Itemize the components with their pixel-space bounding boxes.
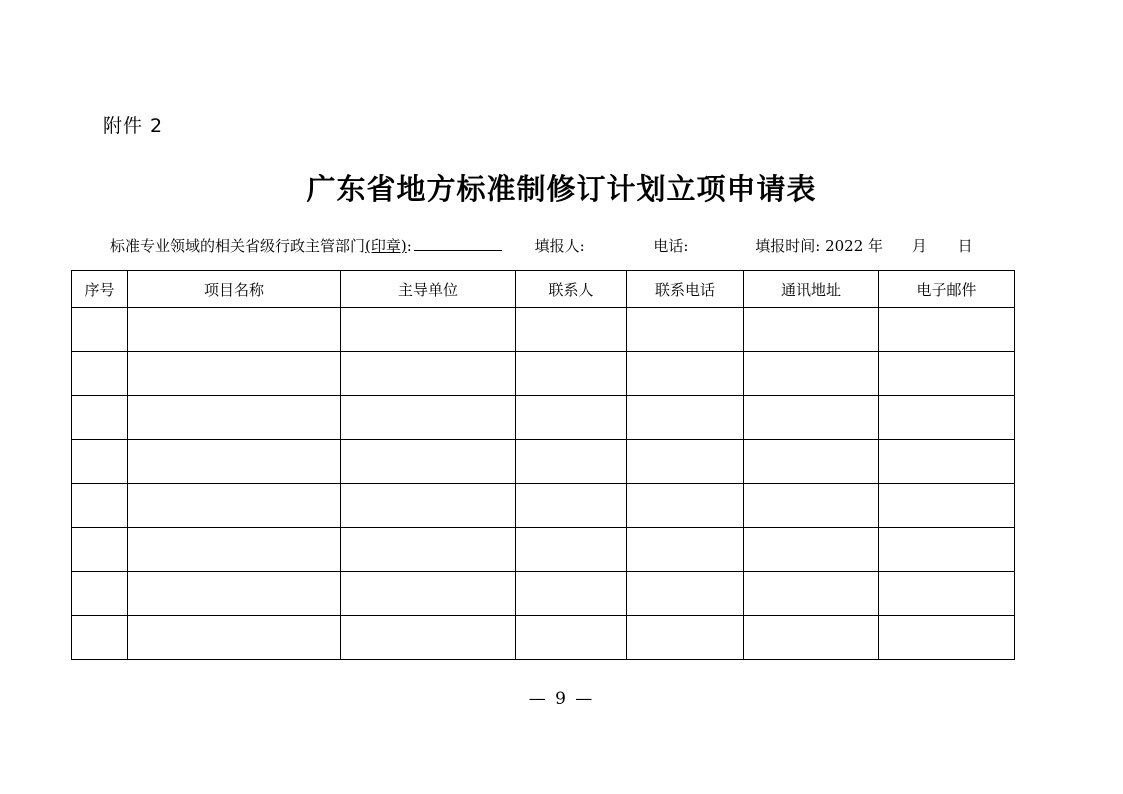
lead-unit-cell[interactable]: [341, 528, 516, 572]
table-header-row: [72, 271, 1015, 308]
date-label: 填报时间: 2022 年: [755, 237, 884, 255]
lead-unit-cell[interactable]: [341, 616, 516, 660]
month-label: 月: [911, 237, 927, 255]
email-cell[interactable]: [879, 616, 1015, 660]
table-row: [72, 572, 1015, 616]
phone-cell[interactable]: [627, 616, 744, 660]
index-cell[interactable]: [72, 616, 128, 660]
col-header-index: 序号: [72, 271, 128, 308]
address-cell[interactable]: [744, 484, 879, 528]
phone-cell[interactable]: [627, 528, 744, 572]
address-cell[interactable]: [744, 308, 879, 352]
index-cell[interactable]: [72, 440, 128, 484]
index-cell[interactable]: [72, 484, 128, 528]
phone-cell[interactable]: [627, 572, 744, 616]
email-cell[interactable]: [879, 572, 1015, 616]
contact-cell[interactable]: [516, 528, 627, 572]
project-name-cell[interactable]: [128, 484, 341, 528]
project-name-cell[interactable]: [128, 396, 341, 440]
table-row: [72, 352, 1015, 396]
seal-label: (印章): [365, 237, 407, 255]
table-row: [72, 308, 1015, 352]
address-cell[interactable]: [744, 572, 879, 616]
address-cell[interactable]: [744, 440, 879, 484]
project-name-cell[interactable]: [128, 616, 341, 660]
index-cell[interactable]: [72, 396, 128, 440]
col-header-email: 电子邮件: [879, 271, 1015, 308]
contact-cell[interactable]: [516, 616, 627, 660]
index-cell[interactable]: [72, 308, 128, 352]
phone-cell[interactable]: [627, 352, 744, 396]
index-cell[interactable]: [72, 352, 128, 396]
lead-unit-cell[interactable]: [341, 440, 516, 484]
project-name-cell[interactable]: [128, 572, 341, 616]
contact-cell[interactable]: [516, 484, 627, 528]
phone-cell[interactable]: [627, 396, 744, 440]
table-row: [72, 616, 1015, 660]
email-cell[interactable]: [879, 440, 1015, 484]
email-cell[interactable]: [879, 352, 1015, 396]
lead-unit-cell[interactable]: [341, 484, 516, 528]
table-row: [72, 440, 1015, 484]
application-table: [71, 270, 1015, 660]
project-name-cell[interactable]: [128, 352, 341, 396]
phone-cell[interactable]: [627, 308, 744, 352]
page-number: — 9 —: [528, 689, 595, 709]
address-cell[interactable]: [744, 396, 879, 440]
address-cell[interactable]: [744, 528, 879, 572]
contact-cell[interactable]: [516, 572, 627, 616]
phone-cell[interactable]: [627, 440, 744, 484]
address-cell[interactable]: [744, 616, 879, 660]
col-header-contact: 联系人: [516, 271, 627, 308]
page-title: 广东省地方标准制修订计划立项申请表: [306, 172, 817, 206]
contact-cell[interactable]: [516, 396, 627, 440]
lead-unit-cell[interactable]: [341, 572, 516, 616]
department-label: 标准专业领域的相关省级行政主管部门: [110, 237, 366, 255]
lead-unit-cell[interactable]: [341, 396, 516, 440]
project-name-cell[interactable]: [128, 440, 341, 484]
index-cell[interactable]: [72, 572, 128, 616]
info-line: [110, 235, 973, 256]
email-cell[interactable]: [879, 396, 1015, 440]
contact-cell[interactable]: [516, 440, 627, 484]
email-cell[interactable]: [879, 484, 1015, 528]
lead-unit-cell[interactable]: [341, 352, 516, 396]
contact-cell[interactable]: [516, 308, 627, 352]
email-cell[interactable]: [879, 528, 1015, 572]
table-body: [72, 308, 1015, 660]
contact-cell[interactable]: [516, 352, 627, 396]
col-header-project-name: 项目名称: [128, 271, 341, 308]
col-header-lead-unit: 主导单位: [341, 271, 516, 308]
table-row: [72, 528, 1015, 572]
table-row: [72, 396, 1015, 440]
project-name-cell[interactable]: [128, 308, 341, 352]
phone-cell[interactable]: [627, 484, 744, 528]
address-cell[interactable]: [744, 352, 879, 396]
day-label: 日: [957, 237, 973, 255]
department-colon: :: [406, 237, 412, 255]
index-cell[interactable]: [72, 528, 128, 572]
phone-label: 电话:: [653, 237, 689, 255]
col-header-address: 通讯地址: [744, 271, 879, 308]
col-header-phone: 联系电话: [627, 271, 744, 308]
email-cell[interactable]: [879, 308, 1015, 352]
department-blank[interactable]: [414, 237, 502, 251]
lead-unit-cell[interactable]: [341, 308, 516, 352]
project-name-cell[interactable]: [128, 528, 341, 572]
filler-label: 填报人:: [534, 237, 585, 255]
attachment-label: 附件 2: [103, 115, 164, 137]
table-row: [72, 484, 1015, 528]
